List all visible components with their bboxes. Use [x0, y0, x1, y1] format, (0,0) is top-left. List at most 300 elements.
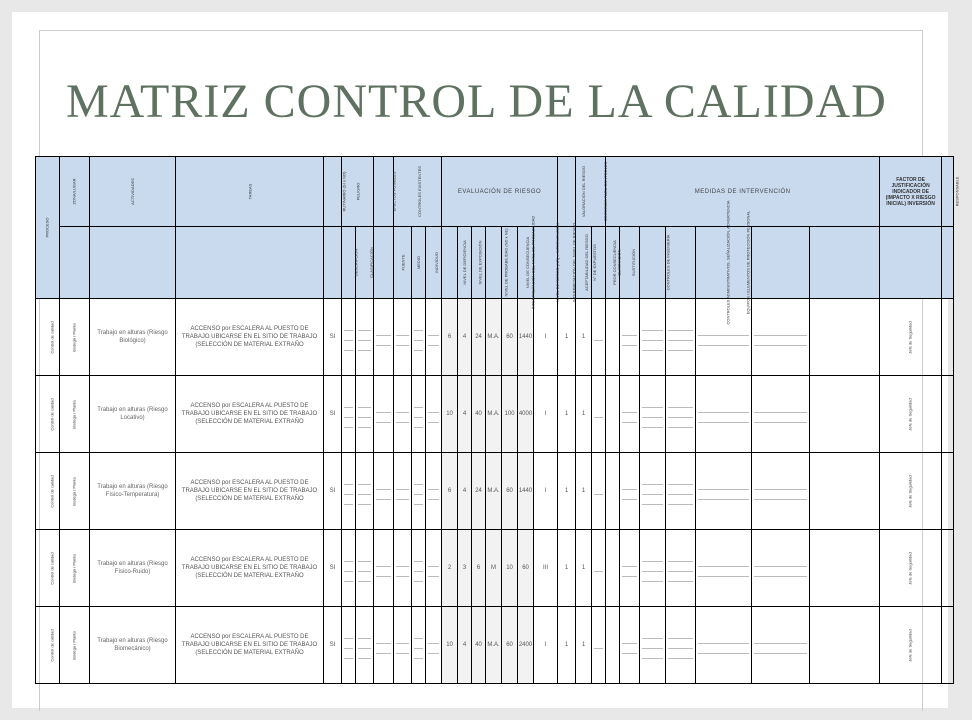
- sub-ingenieria: CONTROLES DE INGENIERÍA: [640, 227, 666, 299]
- cell-blank: [412, 530, 426, 607]
- text-line-placeholder: [668, 554, 693, 562]
- cell-blank: [620, 530, 640, 607]
- cell-nd: 10: [442, 376, 458, 453]
- text-line-placeholder: [668, 323, 693, 331]
- cell-blank: [640, 453, 666, 530]
- cell-blank: [620, 376, 640, 453]
- cell-np: 24: [472, 453, 486, 530]
- text-line-placeholder: [414, 631, 423, 639]
- cell-blank: [412, 453, 426, 530]
- cell-expuestos: 1: [576, 376, 592, 453]
- text-line-placeholder: [358, 497, 371, 505]
- cell-blank: [394, 607, 412, 684]
- sub-np: NIVEL DE PROBABILIDAD (ND x NE): [472, 227, 486, 299]
- cell-blank: [374, 530, 394, 607]
- text-line-placeholder: [396, 569, 409, 577]
- text-line-placeholder: [396, 646, 409, 654]
- col-peligro: PELIGRO: [342, 157, 374, 227]
- text-line-placeholder: [414, 564, 423, 572]
- cell-interp: M.A.: [486, 607, 502, 684]
- text-line-placeholder: [622, 646, 637, 654]
- text-line-placeholder: [428, 328, 439, 336]
- cell-interp_nr: I: [534, 453, 558, 530]
- text-line-placeholder: [358, 420, 371, 428]
- cell-expuestos: 1: [576, 607, 592, 684]
- text-line-placeholder: [414, 487, 423, 495]
- text-line-placeholder: [344, 497, 353, 505]
- cell-np: 40: [472, 607, 486, 684]
- col-medidas: MEDIDAS DE INTERVENCIÓN: [606, 157, 880, 227]
- cell-blank: [606, 530, 620, 607]
- sub-aceptabilidad: ACEPTABILIDAD DEL RIESGO: [558, 227, 576, 299]
- cell-interp_nr: III: [534, 530, 558, 607]
- col-tareas: TAREAS: [176, 157, 324, 227]
- text-line-placeholder: [358, 410, 371, 418]
- text-line-placeholder: [642, 400, 663, 408]
- cell-blank: [942, 530, 954, 607]
- cell-blank: [356, 453, 374, 530]
- cell-ne: 3: [458, 530, 472, 607]
- text-line-placeholder: [622, 338, 637, 346]
- text-line-placeholder: [358, 477, 371, 485]
- text-line-placeholder: [376, 636, 391, 644]
- text-line-placeholder: [754, 405, 807, 413]
- col-factores: FACTOR DE JUSTIFICACIÓN INDICADOR DE (IMPACTO X RIESGO INICIAL) INVERSIÓN: [880, 157, 942, 227]
- text-line-placeholder: [376, 492, 391, 500]
- text-line-placeholder: [358, 651, 371, 659]
- cell-blank: [592, 453, 606, 530]
- col-valoracion: VALORACIÓN DEL RIESGO: [558, 157, 576, 227]
- cell-tarea: ACCENSO por ESCALERA AL PUESTO DE TRABAJO UBICARSE EN EL SITIO DE TRABAJO (SELECCIÓN DE MATERIAL EXTRAÑO: [176, 299, 324, 376]
- sub-nc: NIVEL DE CONSECUENCIA: [502, 227, 518, 299]
- text-line-placeholder: [698, 636, 749, 644]
- text-line-placeholder: [642, 487, 663, 495]
- text-line-placeholder: [414, 420, 423, 428]
- col-criterios: CRITERIOS PARA CONTROLES: [576, 157, 606, 227]
- cell-blank: [606, 453, 620, 530]
- text-line-placeholder: [428, 646, 439, 654]
- cell-blank: [426, 299, 442, 376]
- cell-actividad: Trabajo en alturas (Riesgo Físico-Ruido): [90, 530, 176, 607]
- text-line-placeholder: [622, 482, 637, 490]
- col-controles: CONTROLES EXISTENTES: [394, 157, 442, 227]
- cell-ne: 4: [458, 376, 472, 453]
- col-proceso: PROCESO: [36, 157, 60, 299]
- text-line-placeholder: [594, 487, 603, 495]
- table-row: [36, 376, 954, 453]
- text-line-placeholder: [642, 420, 663, 428]
- cell-rutinario: SI: [324, 376, 342, 453]
- cell-blank: [342, 453, 356, 530]
- cell-blank: [666, 376, 696, 453]
- cell-blank: [356, 530, 374, 607]
- cell-zona: Bodega / Planta: [60, 530, 90, 607]
- cell-nd: 6: [442, 453, 458, 530]
- text-line-placeholder: [428, 492, 439, 500]
- sub-ne: NIVEL DE EXPOSICIÓN: [458, 227, 472, 299]
- cell-nr: 2400: [518, 607, 534, 684]
- cell-blank: [666, 453, 696, 530]
- cell-acept: 1: [558, 453, 576, 530]
- sub-nd: NIVEL DE DEFICIENCIA: [442, 227, 458, 299]
- text-line-placeholder: [376, 482, 391, 490]
- col-rutinario: RUTINARIO (SI o NO): [324, 157, 342, 227]
- sub-eliminacion: ELIMINACIÓN: [606, 227, 620, 299]
- text-line-placeholder: [698, 559, 749, 567]
- cell-acept: 1: [558, 530, 576, 607]
- table-row: [36, 299, 954, 376]
- cell-proceso: Control de calidad: [36, 607, 60, 684]
- cell-blank: [394, 530, 412, 607]
- cell-proceso: Control de calidad: [36, 530, 60, 607]
- cell-blank: [640, 299, 666, 376]
- sub-descripcion: DESCRIPCIÓN: [342, 227, 356, 299]
- cell-blank: [620, 607, 640, 684]
- cell-blank: [696, 530, 752, 607]
- cell-blank: [810, 453, 880, 530]
- cell-blank: [810, 530, 880, 607]
- cell-expuestos: 1: [576, 299, 592, 376]
- text-line-placeholder: [414, 554, 423, 562]
- cell-blank: [810, 376, 880, 453]
- cell-nr: 60: [518, 530, 534, 607]
- cell-zona: Bodega / Planta: [60, 607, 90, 684]
- cell-rutinario: SI: [324, 607, 342, 684]
- text-line-placeholder: [594, 333, 603, 341]
- text-line-placeholder: [344, 554, 353, 562]
- col-zona: ZONA/LUGAR: [60, 157, 90, 227]
- text-line-placeholder: [622, 492, 637, 500]
- cell-rutinario: SI: [324, 299, 342, 376]
- cell-blank: [592, 607, 606, 684]
- cell-blank: [412, 376, 426, 453]
- text-line-placeholder: [668, 497, 693, 505]
- cell-blank: [752, 376, 810, 453]
- cell-blank: [606, 607, 620, 684]
- text-line-placeholder: [358, 400, 371, 408]
- cell-nr: 4000: [518, 376, 534, 453]
- text-line-placeholder: [594, 641, 603, 649]
- cell-blank: [592, 530, 606, 607]
- text-line-placeholder: [668, 420, 693, 428]
- cell-interp: M.A.: [486, 376, 502, 453]
- cell-responsable: Jefe de Seguridad: [880, 376, 942, 453]
- cell-rutinario: SI: [324, 530, 342, 607]
- cell-blank: [752, 607, 810, 684]
- text-line-placeholder: [344, 477, 353, 485]
- cell-interp_nr: I: [534, 299, 558, 376]
- text-line-placeholder: [376, 338, 391, 346]
- text-line-placeholder: [642, 554, 663, 562]
- cell-ne: 4: [458, 299, 472, 376]
- cell-blank: [342, 607, 356, 684]
- text-line-placeholder: [414, 343, 423, 351]
- text-line-placeholder: [428, 559, 439, 567]
- text-line-placeholder: [642, 343, 663, 351]
- cell-nd: 2: [442, 530, 458, 607]
- text-line-placeholder: [642, 410, 663, 418]
- cell-tarea: ACCENSO por ESCALERA AL PUESTO DE TRABAJO UBICARSE EN EL SITIO DE TRABAJO (SELECCIÓN DE MATERIAL EXTRAÑO: [176, 376, 324, 453]
- cell-nd: 6: [442, 299, 458, 376]
- text-line-placeholder: [594, 564, 603, 572]
- cell-acept: 1: [558, 607, 576, 684]
- cell-np: 24: [472, 299, 486, 376]
- cell-nc: 100: [502, 376, 518, 453]
- cell-blank: [810, 607, 880, 684]
- cell-np: 6: [472, 530, 486, 607]
- cell-nc: 60: [502, 299, 518, 376]
- cell-blank: [374, 453, 394, 530]
- cell-blank: [640, 530, 666, 607]
- cell-blank: [640, 376, 666, 453]
- text-line-placeholder: [396, 328, 409, 336]
- text-line-placeholder: [668, 641, 693, 649]
- text-line-placeholder: [754, 328, 807, 336]
- text-line-placeholder: [376, 405, 391, 413]
- table-row: [36, 453, 954, 530]
- cell-blank: [942, 453, 954, 530]
- cell-interp: M.A.: [486, 299, 502, 376]
- text-line-placeholder: [344, 564, 353, 572]
- sub-sustitucion: SUSTITUCIÓN: [620, 227, 640, 299]
- text-line-placeholder: [396, 338, 409, 346]
- sub-administrativos: CONTROLES ADMINISTRATIVOS, SEÑALIZACIÓN, ADVERTENCIA: [666, 227, 696, 299]
- text-line-placeholder: [344, 651, 353, 659]
- text-line-placeholder: [344, 400, 353, 408]
- text-line-placeholder: [428, 636, 439, 644]
- cell-blank: [810, 299, 880, 376]
- cell-acept: 1: [558, 299, 576, 376]
- text-line-placeholder: [376, 646, 391, 654]
- cell-blank: [356, 299, 374, 376]
- cell-blank: [426, 530, 442, 607]
- text-line-placeholder: [622, 328, 637, 336]
- sub-fuente: FUENTE: [394, 227, 412, 299]
- text-line-placeholder: [642, 477, 663, 485]
- cell-blank: [606, 299, 620, 376]
- cell-blank: [342, 530, 356, 607]
- cell-blank: [942, 376, 954, 453]
- page-title: MATRIZ CONTROL DE LA CALIDAD: [66, 75, 887, 128]
- text-line-placeholder: [414, 410, 423, 418]
- text-line-placeholder: [414, 400, 423, 408]
- text-line-placeholder: [698, 328, 749, 336]
- text-line-placeholder: [414, 574, 423, 582]
- text-line-placeholder: [754, 569, 807, 577]
- cell-blank: [412, 607, 426, 684]
- cell-blank: [942, 607, 954, 684]
- text-line-placeholder: [344, 333, 353, 341]
- cell-proceso: Control de calidad: [36, 376, 60, 453]
- text-line-placeholder: [642, 631, 663, 639]
- sub-peor: PEOR CONSECUENCIA: [592, 227, 606, 299]
- cell-blank: [752, 530, 810, 607]
- text-line-placeholder: [754, 415, 807, 423]
- cell-blank: [592, 299, 606, 376]
- cell-blank: [620, 453, 640, 530]
- cell-expuestos: 1: [576, 453, 592, 530]
- text-line-placeholder: [642, 574, 663, 582]
- cell-responsable: Jefe de Seguridad: [880, 530, 942, 607]
- text-line-placeholder: [414, 651, 423, 659]
- text-line-placeholder: [698, 482, 749, 490]
- cell-blank: [426, 376, 442, 453]
- text-line-placeholder: [414, 641, 423, 649]
- cell-blank: [696, 299, 752, 376]
- text-line-placeholder: [344, 343, 353, 351]
- cell-nr: 1440: [518, 299, 534, 376]
- text-line-placeholder: [754, 482, 807, 490]
- text-line-placeholder: [642, 651, 663, 659]
- sub-individuo: INDIVIDUO: [426, 227, 442, 299]
- text-line-placeholder: [358, 564, 371, 572]
- text-line-placeholder: [376, 569, 391, 577]
- text-line-placeholder: [642, 641, 663, 649]
- cell-blank: [342, 376, 356, 453]
- quality-matrix-table: [35, 156, 960, 684]
- table-row: [36, 530, 954, 607]
- cell-blank: [374, 299, 394, 376]
- cell-blank: [666, 299, 696, 376]
- text-line-placeholder: [344, 641, 353, 649]
- text-line-placeholder: [668, 487, 693, 495]
- cell-blank: [606, 376, 620, 453]
- cell-blank: [394, 453, 412, 530]
- cell-zona: Bodega / Planta: [60, 376, 90, 453]
- text-line-placeholder: [622, 569, 637, 577]
- cell-blank: [752, 299, 810, 376]
- text-line-placeholder: [668, 333, 693, 341]
- cell-blank: [342, 299, 356, 376]
- cell-tarea: ACCENSO por ESCALERA AL PUESTO DE TRABAJO UBICARSE EN EL SITIO DE TRABAJO (SELECCIÓN DE MATERIAL EXTRAÑO: [176, 530, 324, 607]
- text-line-placeholder: [642, 497, 663, 505]
- text-line-placeholder: [668, 477, 693, 485]
- text-line-placeholder: [358, 641, 371, 649]
- text-line-placeholder: [668, 400, 693, 408]
- cell-rutinario: SI: [324, 453, 342, 530]
- sub-interp-np: INTERPRETACIÓN DEL NIVEL DE PROBABILIDAD: [486, 227, 502, 299]
- text-line-placeholder: [622, 405, 637, 413]
- text-line-placeholder: [428, 405, 439, 413]
- cell-expuestos: 1: [576, 530, 592, 607]
- text-line-placeholder: [396, 482, 409, 490]
- cell-blank: [620, 299, 640, 376]
- cell-interp: M: [486, 530, 502, 607]
- text-line-placeholder: [642, 564, 663, 572]
- text-line-placeholder: [698, 569, 749, 577]
- text-line-placeholder: [642, 333, 663, 341]
- text-line-placeholder: [376, 415, 391, 423]
- cell-proceso: Control de calidad: [36, 299, 60, 376]
- text-line-placeholder: [428, 569, 439, 577]
- cell-blank: [374, 376, 394, 453]
- text-line-placeholder: [344, 420, 353, 428]
- sub-medio: MEDIO: [412, 227, 426, 299]
- col-responsable: RESPONSABLE: [942, 157, 954, 227]
- cell-blank: [394, 376, 412, 453]
- text-line-placeholder: [668, 564, 693, 572]
- text-line-placeholder: [344, 323, 353, 331]
- cell-blank: [394, 299, 412, 376]
- cell-blank: [696, 453, 752, 530]
- text-line-placeholder: [414, 333, 423, 341]
- cell-zona: Bodega / Planta: [60, 453, 90, 530]
- cell-actividad: Trabajo en alturas (Riesgo Biológico): [90, 299, 176, 376]
- cell-actividad: Trabajo en alturas (Riesgo Biomecánico): [90, 607, 176, 684]
- cell-nr: 1440: [518, 453, 534, 530]
- text-line-placeholder: [396, 492, 409, 500]
- text-line-placeholder: [358, 343, 371, 351]
- text-line-placeholder: [754, 559, 807, 567]
- text-line-placeholder: [698, 415, 749, 423]
- text-line-placeholder: [376, 328, 391, 336]
- sub-epp: EQUIPOS / ELEMENTOS DE PROTECCIÓN PERSONAL: [696, 227, 752, 299]
- cell-responsable: Jefe de Seguridad: [880, 299, 942, 376]
- cell-nc: 60: [502, 453, 518, 530]
- cell-blank: [426, 607, 442, 684]
- text-line-placeholder: [668, 410, 693, 418]
- text-line-placeholder: [428, 415, 439, 423]
- cell-acept: 1: [558, 376, 576, 453]
- text-line-placeholder: [754, 492, 807, 500]
- text-line-placeholder: [396, 559, 409, 567]
- col-efectos: EFECTOS POSIBLES: [374, 157, 394, 227]
- cell-zona: Bodega / Planta: [60, 299, 90, 376]
- text-line-placeholder: [344, 631, 353, 639]
- text-line-placeholder: [414, 323, 423, 331]
- text-line-placeholder: [414, 497, 423, 505]
- cell-tarea: ACCENSO por ESCALERA AL PUESTO DE TRABAJO UBICARSE EN EL SITIO DE TRABAJO (SELECCIÓN DE MATERIAL EXTRAÑO: [176, 453, 324, 530]
- text-line-placeholder: [358, 631, 371, 639]
- text-line-placeholder: [376, 559, 391, 567]
- text-line-placeholder: [668, 574, 693, 582]
- text-line-placeholder: [642, 323, 663, 331]
- sub-expuestos: N° DE EXPUESTOS: [576, 227, 592, 299]
- text-line-placeholder: [698, 405, 749, 413]
- text-line-placeholder: [396, 636, 409, 644]
- text-line-placeholder: [414, 477, 423, 485]
- text-line-placeholder: [668, 343, 693, 351]
- text-line-placeholder: [428, 482, 439, 490]
- cell-ne: 4: [458, 453, 472, 530]
- cell-blank: [640, 607, 666, 684]
- text-line-placeholder: [396, 415, 409, 423]
- text-line-placeholder: [358, 487, 371, 495]
- cell-responsable: Jefe de Seguridad: [880, 453, 942, 530]
- text-line-placeholder: [344, 410, 353, 418]
- text-line-placeholder: [358, 554, 371, 562]
- text-line-placeholder: [668, 651, 693, 659]
- cell-blank: [374, 607, 394, 684]
- cell-blank: [412, 299, 426, 376]
- text-line-placeholder: [622, 415, 637, 423]
- cell-tarea: ACCENSO por ESCALERA AL PUESTO DE TRABAJO UBICARSE EN EL SITIO DE TRABAJO (SELECCIÓN DE MATERIAL EXTRAÑO: [176, 607, 324, 684]
- text-line-placeholder: [428, 338, 439, 346]
- cell-interp_nr: I: [534, 376, 558, 453]
- cell-responsable: Jefe de Seguridad: [880, 607, 942, 684]
- cell-blank: [426, 453, 442, 530]
- text-line-placeholder: [754, 636, 807, 644]
- cell-ne: 4: [458, 607, 472, 684]
- text-line-placeholder: [754, 646, 807, 654]
- text-line-placeholder: [594, 410, 603, 418]
- cell-blank: [592, 376, 606, 453]
- cell-nd: 10: [442, 607, 458, 684]
- sub-interp-nr: INTERPRETACIÓN DEL NIVEL DE RIESGO: [534, 227, 558, 299]
- cell-proceso: Control de calidad: [36, 453, 60, 530]
- cell-np: 40: [472, 376, 486, 453]
- cell-blank: [666, 607, 696, 684]
